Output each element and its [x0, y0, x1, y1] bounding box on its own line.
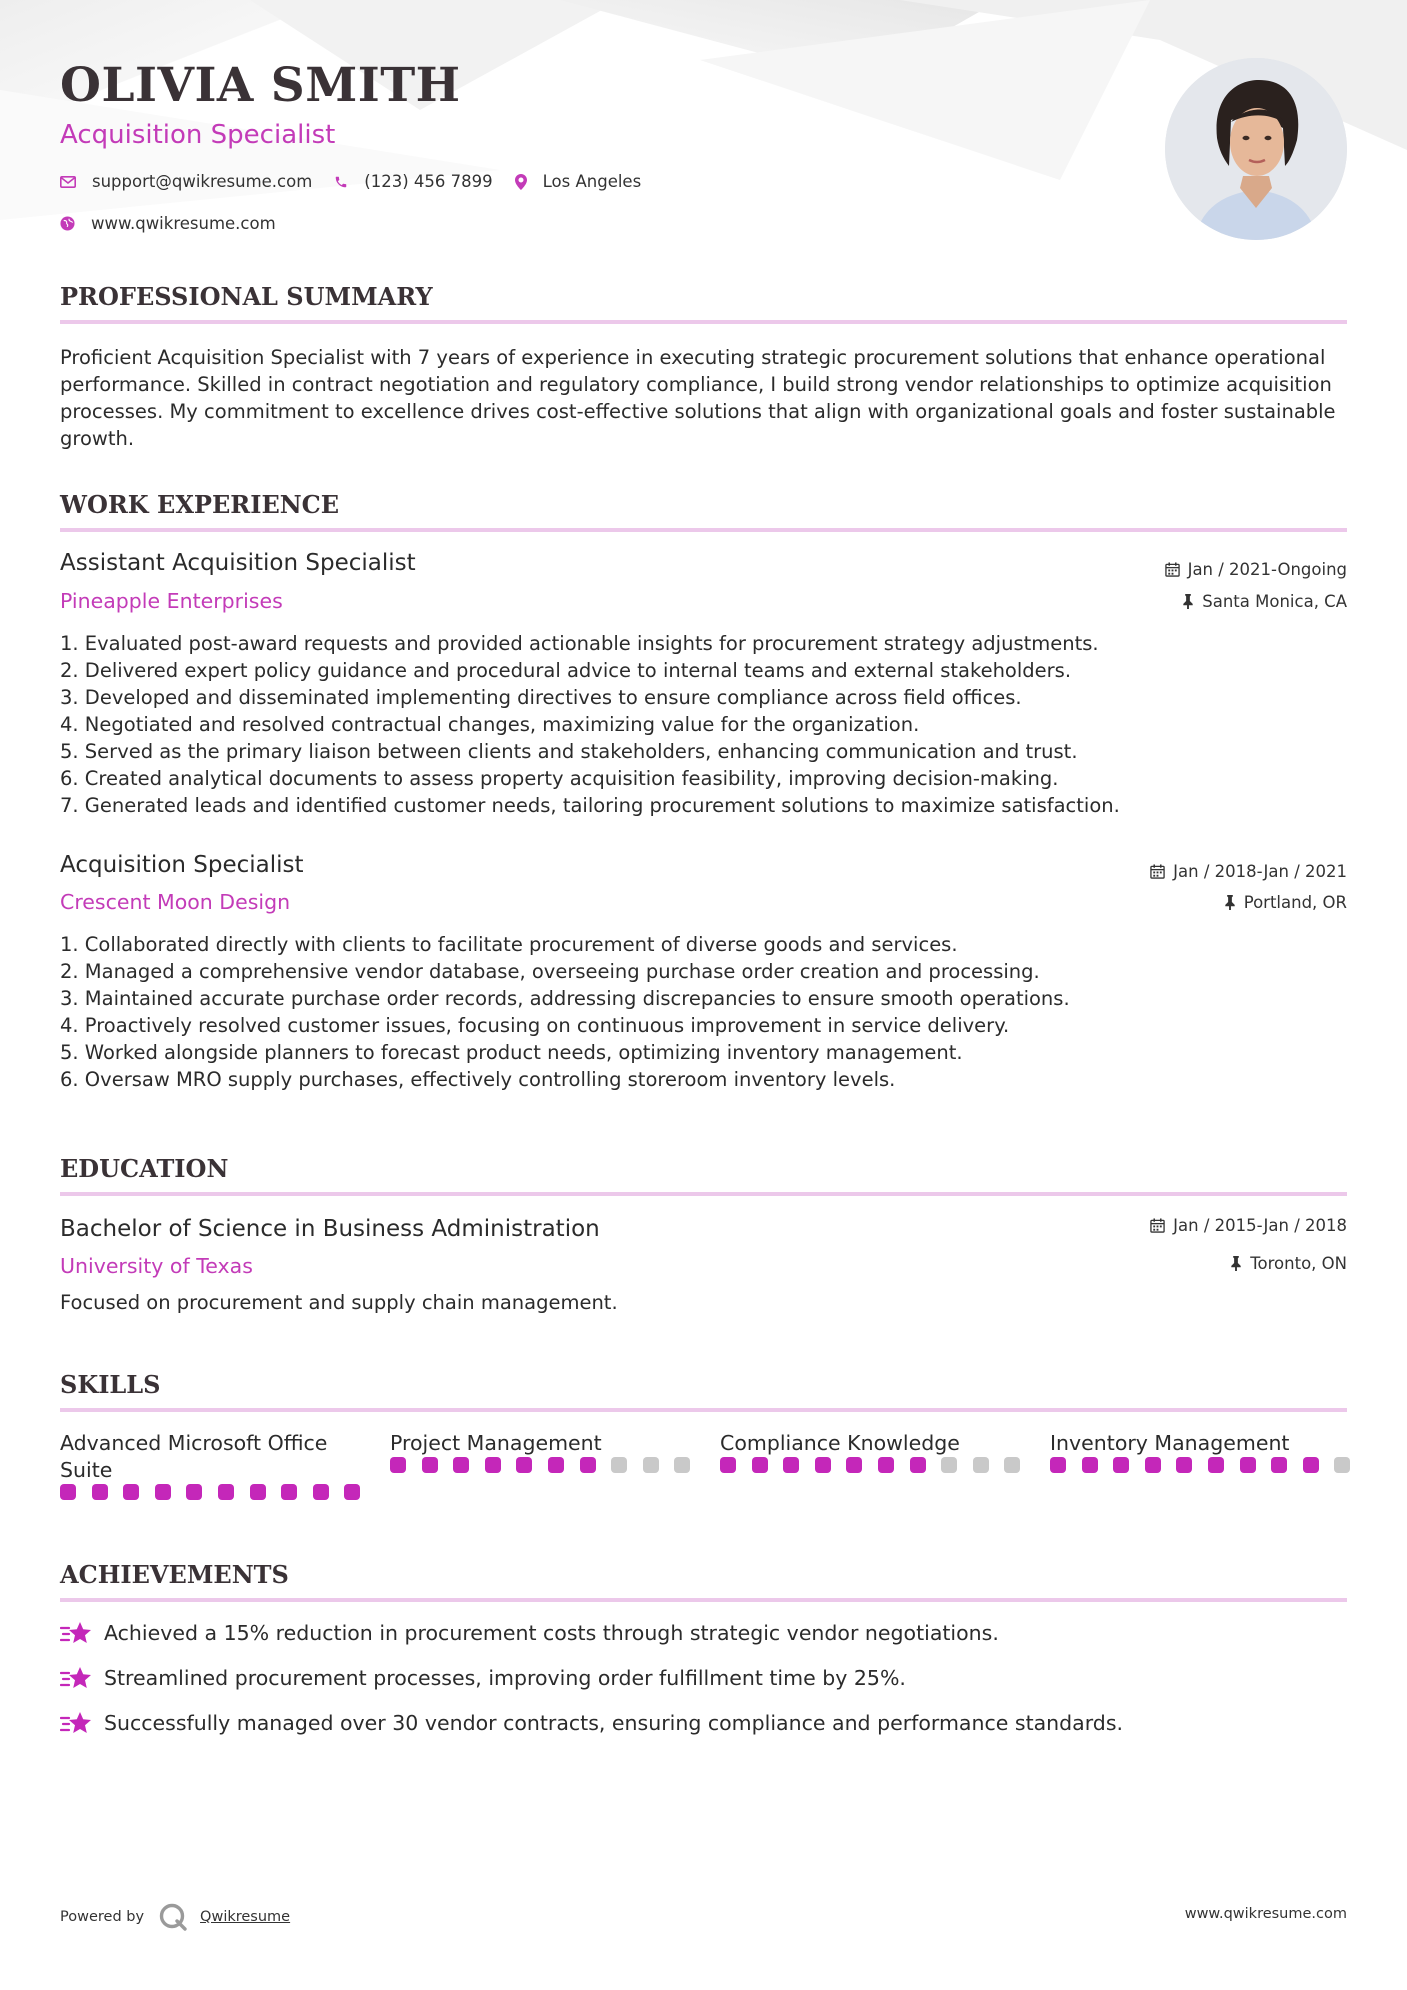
education-dates-text: Jan / 2015-Jan / 2018 — [1173, 1216, 1347, 1235]
pushpin-icon — [1224, 895, 1236, 910]
job-dates-text-2: Jan / 2018-Jan / 2021 — [1173, 862, 1347, 881]
rating-dot-empty — [611, 1457, 627, 1473]
skill-item — [720, 1430, 1026, 1473]
skill-rating — [1050, 1457, 1356, 1473]
email-text: support@qwikresume.com — [92, 172, 313, 191]
list-item: 6. Created analytical documents to assess property acquisition feasibility, improving decision-making. — [60, 767, 1059, 790]
education-location — [1230, 1254, 1347, 1273]
rating-dot-filled — [218, 1484, 234, 1500]
job-bullets-1 — [60, 630, 1347, 819]
company-1: Pineapple Enterprises — [60, 589, 283, 613]
rating-dot-filled — [1145, 1457, 1161, 1473]
skill-item — [390, 1430, 696, 1473]
rating-dot-filled — [422, 1457, 438, 1473]
phone-text: (123) 456 7899 — [364, 172, 493, 191]
contact-row — [60, 172, 663, 191]
calendar-icon — [1150, 1218, 1165, 1233]
job-location-text-1: Santa Monica, CA — [1202, 592, 1347, 611]
skill-name: Inventory Management — [1050, 1431, 1290, 1455]
rating-dot-filled — [1208, 1457, 1224, 1473]
achievement-text: Streamlined procurement processes, improving order fulfillment time by 25%. — [104, 1666, 906, 1690]
rating-dot-filled — [313, 1484, 329, 1500]
rating-dot-filled — [250, 1484, 266, 1500]
portrait-image — [1165, 58, 1347, 240]
rating-dot-empty — [643, 1457, 659, 1473]
email-item[interactable] — [60, 172, 312, 191]
job-location-2 — [1224, 893, 1347, 912]
rating-dot-filled — [1240, 1457, 1256, 1473]
website-row — [60, 214, 298, 233]
rating-dot-filled — [344, 1484, 360, 1500]
star-badge-icon — [60, 1620, 92, 1646]
rating-dot-filled — [186, 1484, 202, 1500]
rating-dot-filled — [60, 1484, 76, 1500]
rating-dot-filled — [752, 1457, 768, 1473]
job-title-1: Assistant Acquisition Specialist — [60, 550, 416, 576]
rating-dot-filled — [1113, 1457, 1129, 1473]
rating-dot-filled — [1176, 1457, 1192, 1473]
powered-by-text: Powered by — [60, 1909, 145, 1925]
pushpin-icon — [1230, 1256, 1242, 1271]
list-item: 2. Managed a comprehensive vendor database, overseeing purchase order creation and processing. — [60, 960, 1040, 983]
job-location-1 — [1182, 592, 1347, 611]
website-item[interactable] — [60, 214, 276, 233]
skill-name: Project Management — [390, 1431, 602, 1455]
skill-item — [1050, 1430, 1356, 1473]
list-item: 2. Delivered expert policy guidance and procedural advice to internal teams and external stakeholders. — [60, 659, 1072, 682]
degree: Bachelor of Science in Business Administration — [60, 1216, 600, 1242]
rating-dot-filled — [846, 1457, 862, 1473]
list-item: 6. Oversaw MRO supply purchases, effectively controlling storeroom inventory levels. — [60, 1068, 896, 1091]
achievements-heading: ACHIEVEMENTS — [60, 1560, 1347, 1602]
rating-dot-filled — [815, 1457, 831, 1473]
job-dates-1 — [1165, 560, 1347, 579]
school: University of Texas — [60, 1254, 253, 1278]
list-item: 4. Negotiated and resolved contractual changes, maximizing value for the organization. — [60, 713, 920, 736]
skill-name: Advanced Microsoft Office Suite — [60, 1431, 328, 1482]
rating-dot-filled — [281, 1484, 297, 1500]
job-dates-2 — [1150, 862, 1347, 881]
candidate-title: Acquisition Specialist — [60, 120, 336, 150]
skill-name: Compliance Knowledge — [720, 1431, 960, 1455]
phone-item[interactable] — [334, 172, 492, 191]
rating-dot-filled — [92, 1484, 108, 1500]
qwikresume-logo-icon — [158, 1902, 188, 1932]
rating-dot-filled — [878, 1457, 894, 1473]
location-item — [515, 172, 642, 191]
rating-dot-empty — [1004, 1457, 1020, 1473]
calendar-icon — [1165, 562, 1180, 577]
brand-link[interactable]: Qwikresume — [200, 1909, 291, 1925]
star-badge-icon — [60, 1665, 92, 1691]
rating-dot-filled — [548, 1457, 564, 1473]
achievement-item — [60, 1620, 1347, 1646]
skill-rating — [720, 1457, 1026, 1473]
rating-dot-filled — [1082, 1457, 1098, 1473]
globe-icon — [60, 216, 75, 231]
job-location-text-2: Portland, OR — [1243, 893, 1347, 912]
footer-powered-by — [60, 1902, 290, 1932]
company-2: Crescent Moon Design — [60, 890, 291, 914]
rating-dot-filled — [453, 1457, 469, 1473]
profile-photo — [1165, 58, 1347, 240]
rating-dot-empty — [674, 1457, 690, 1473]
list-item: 3. Developed and disseminated implementing directives to ensure compliance across field offices. — [60, 686, 1022, 709]
list-item: 1. Evaluated post-award requests and provided actionable insights for procurement strategy adjustments. — [60, 632, 1099, 655]
list-item: 1. Collaborated directly with clients to facilitate procurement of diverse goods and services. — [60, 933, 958, 956]
achievement-item — [60, 1710, 1347, 1736]
achievement-item — [60, 1665, 1347, 1691]
rating-dot-filled — [1050, 1457, 1066, 1473]
list-item: 3. Maintained accurate purchase order records, addressing discrepancies to ensure smooth operations. — [60, 987, 1070, 1010]
achievement-text: Successfully managed over 30 vendor contracts, ensuring compliance and performance standards. — [104, 1711, 1124, 1735]
education-heading: EDUCATION — [60, 1154, 1347, 1196]
summary-heading: PROFESSIONAL SUMMARY — [60, 282, 1347, 324]
rating-dot-empty — [1334, 1457, 1350, 1473]
rating-dot-empty — [941, 1457, 957, 1473]
rating-dot-filled — [485, 1457, 501, 1473]
list-item: 5. Served as the primary liaison between clients and stakeholders, enhancing communication and trust. — [60, 740, 1078, 763]
location-text: Los Angeles — [542, 172, 642, 191]
rating-dot-filled — [580, 1457, 596, 1473]
rating-dot-filled — [123, 1484, 139, 1500]
education-description: Focused on procurement and supply chain management. — [60, 1291, 618, 1314]
rating-dot-filled — [155, 1484, 171, 1500]
achievement-text: Achieved a 15% reduction in procurement costs through strategic vendor negotiations. — [104, 1621, 999, 1645]
education-dates — [1150, 1216, 1347, 1235]
rating-dot-filled — [1271, 1457, 1287, 1473]
envelope-icon — [60, 176, 76, 188]
rating-dot-filled — [910, 1457, 926, 1473]
skill-rating — [60, 1484, 366, 1500]
candidate-name: OLIVIA SMITH — [60, 58, 461, 113]
footer-website[interactable]: www.qwikresume.com — [1184, 1906, 1347, 1922]
education-location-text: Toronto, ON — [1250, 1254, 1347, 1273]
website-text: www.qwikresume.com — [91, 214, 276, 233]
rating-dot-filled — [390, 1457, 406, 1473]
experience-heading: WORK EXPERIENCE — [60, 490, 1347, 532]
rating-dot-filled — [720, 1457, 736, 1473]
job-title-2: Acquisition Specialist — [60, 852, 304, 878]
list-item: 5. Worked alongside planners to forecast product needs, optimizing inventory management. — [60, 1041, 963, 1064]
summary-text: Proficient Acquisition Specialist with 7 years of experience in executing strategic procurement solutions that enhance operational performance. Skilled in contract negotiation and regulatory compliance, I build strong vendor relationships to optimize acquisition processes. My commitment to excellence drives cost-effective solutions that align with organizational goals and foster sustainable growth. — [60, 346, 1336, 450]
rating-dot-empty — [973, 1457, 989, 1473]
star-badge-icon — [60, 1710, 92, 1736]
skill-item — [60, 1430, 366, 1500]
job-bullets-2 — [60, 931, 1347, 1093]
job-dates-text-1: Jan / 2021-Ongoing — [1187, 560, 1347, 579]
rating-dot-filled — [516, 1457, 532, 1473]
rating-dot-filled — [783, 1457, 799, 1473]
map-pin-icon — [515, 174, 527, 190]
skills-heading: SKILLS — [60, 1370, 1347, 1412]
pushpin-icon — [1182, 594, 1194, 609]
skill-rating — [390, 1457, 696, 1473]
rating-dot-filled — [1303, 1457, 1319, 1473]
list-item: 7. Generated leads and identified customer needs, tailoring procurement solutions to maximize satisfaction. — [60, 794, 1120, 817]
phone-icon — [334, 175, 348, 189]
list-item: 4. Proactively resolved customer issues, focusing on continuous improvement in service delivery. — [60, 1014, 1010, 1037]
calendar-icon — [1150, 864, 1165, 879]
